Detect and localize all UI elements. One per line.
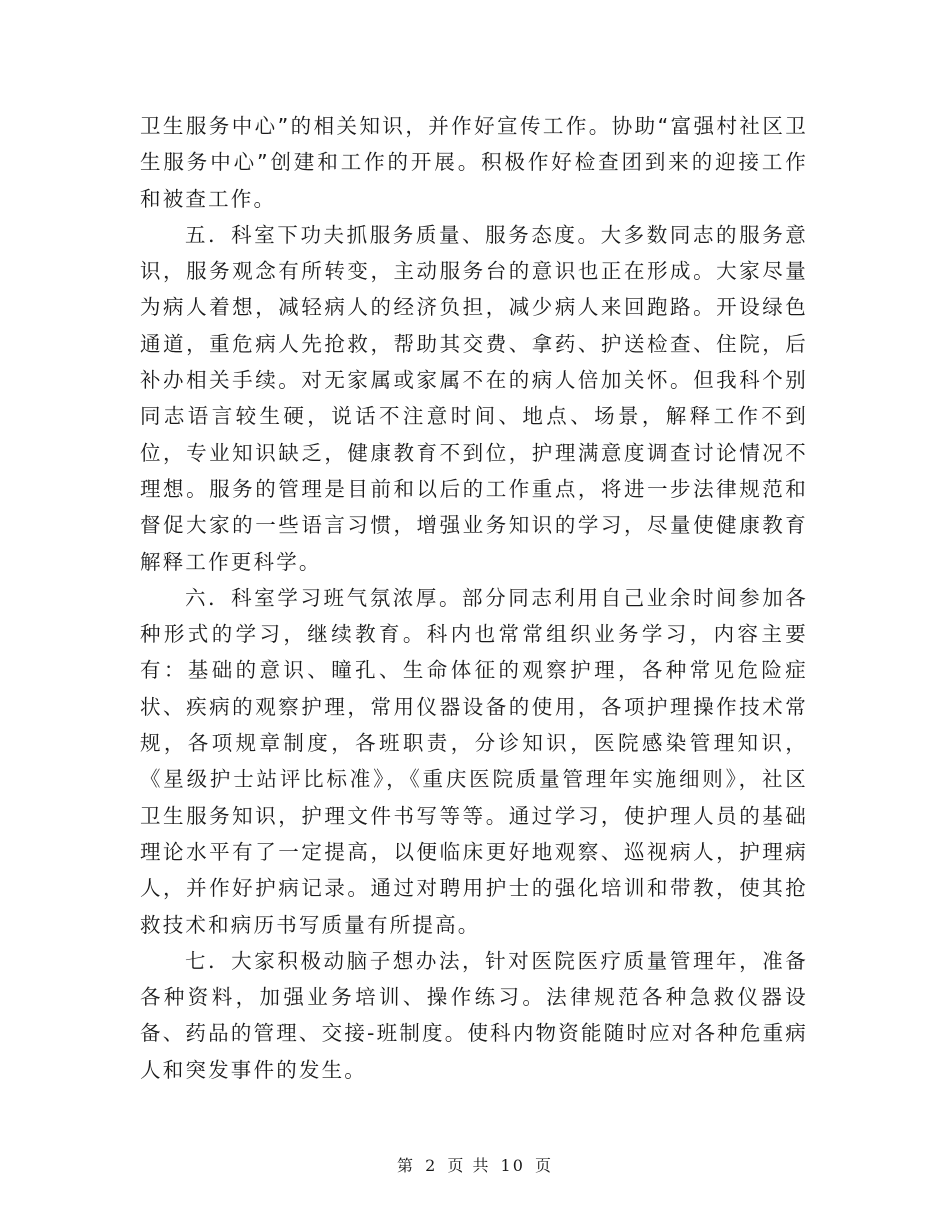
footer-current-page: 2 [425, 1156, 438, 1175]
footer-prefix: 第 [396, 1156, 415, 1175]
footer-total-pages: 10 [500, 1156, 525, 1175]
page-footer [0, 1153, 950, 1176]
document-body [140, 108, 808, 1088]
footer-middle: 页 共 [447, 1156, 491, 1175]
paragraph-section-7: 七．大家积极动脑子想办法，针对医院医疗质量管理年，准备各种资料，加强业务培训、操作练习。法律规范各种急救仪器设备、药品的管理、交接-班制度。使科内物资能随时应对各种危重病人和突发事件的发生。 [140, 948, 808, 1082]
paragraph-section-6: 六．科室学习班气氛浓厚。部分同志利用自己业余时间参加各种形式的学习，继续教育。科内也常常组织业务学习，内容主要有：基础的意识、瞳孔、生命体征的观察护理，各种常见危险症状、疾病的观察护理，常用仪器设备的使用，各项护理操作技术常规，各项规章制度，各班职责，分诊知识，医院感染管理知识，《星级护士站评比标准》，《重庆医院质量管理年实施细则》，社区卫生服务知识，护理文件书写等等。通过学习，使护理人员的基础理论水平有了一定提高，以便临床更好地观察、巡视病人，护理病人，并作好护病记录。通过对聘用护士的强化培训和带教，使其抢救技术和病历书写质量有所提高。 [140, 585, 808, 937]
paragraph-continuation: 卫生服务中心”的相关知识，并作好宣传工作。协助“富强村社区卫生服务中心”创建和工作的开展。积极作好检查团到来的迎接工作和被查工作。 [140, 114, 808, 211]
paragraph-section-5: 五．科室下功夫抓服务质量、服务态度。大多数同志的服务意识，服务观念有所转变，主动服务台的意识也正在形成。大家尽量为病人着想，减轻病人的经济负担，减少病人来回跑路。开设绿色通道，重危病人先抢救，帮助其交费、拿药、护送检查、住院，后补办相关手续。对无家属或家属不在的病人倍加关怀。但我科个别同志语言较生硬，说话不注意时间、地点、场景，解释工作不到位，专业知识缺乏，健康教育不到位，护理满意度调查讨论情况不理想。服务的管理是目前和以后的工作重点，将进一步法律规范和督促大家的一些语言习惯，增强业务知识的学习，尽量使健康教育解释工作更科学。 [140, 222, 808, 574]
footer-suffix: 页 [535, 1156, 554, 1175]
